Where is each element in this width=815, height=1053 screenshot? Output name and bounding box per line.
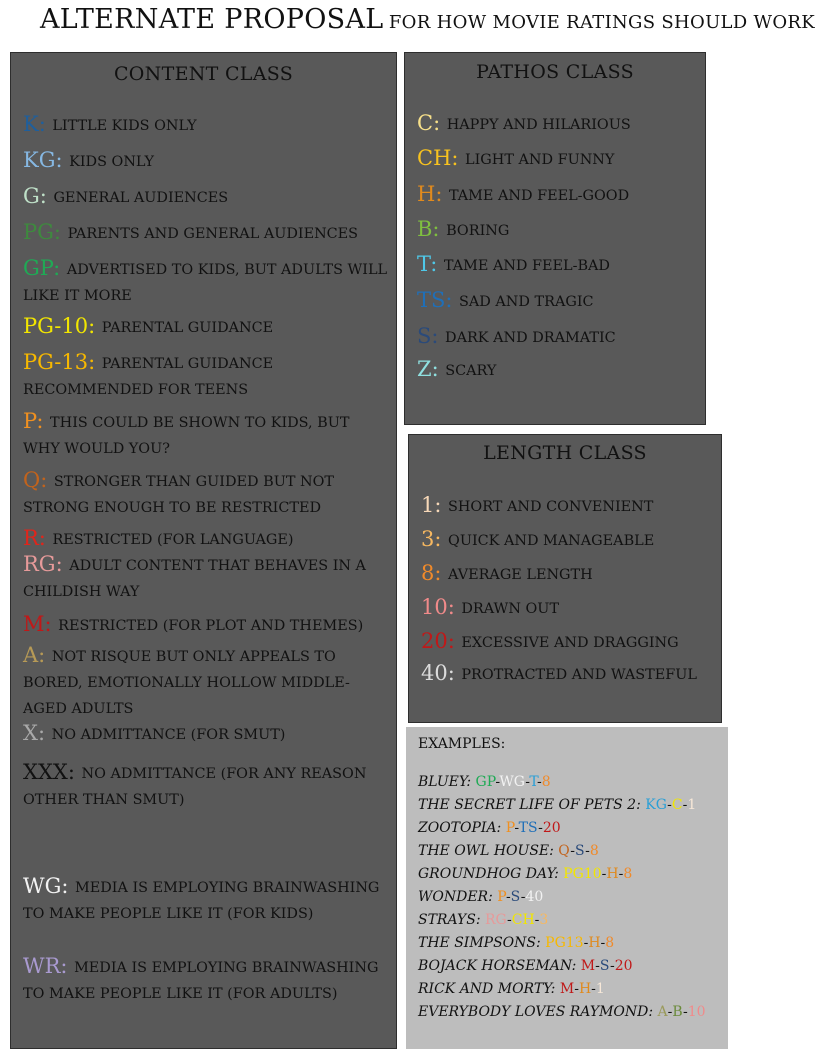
content-class-item bbox=[23, 255, 388, 309]
example-rating-part: - bbox=[534, 912, 540, 928]
example-row bbox=[418, 935, 614, 951]
content-class-code: K: bbox=[23, 112, 46, 136]
example-rating-part: A bbox=[657, 1004, 668, 1020]
content-class-item bbox=[23, 408, 388, 462]
pathos-class-heading: PATHOS CLASS bbox=[476, 61, 634, 83]
content-class-item bbox=[23, 219, 388, 247]
example-rating-part: GP bbox=[475, 774, 496, 790]
pathos-class-code: TS: bbox=[417, 288, 453, 312]
example-row bbox=[418, 958, 633, 974]
example-rating-part: - bbox=[538, 820, 543, 836]
content-class-item bbox=[23, 551, 388, 605]
example-row bbox=[418, 981, 605, 997]
content-class-code: A: bbox=[23, 643, 46, 667]
length-class-code: 3: bbox=[421, 527, 442, 551]
length-class-description: PROTRACTED AND WASTEFUL bbox=[461, 667, 697, 683]
content-class-code: RG: bbox=[23, 552, 63, 576]
content-class-description: RESTRICTED (FOR PLOT AND THEMES) bbox=[58, 618, 364, 634]
example-title: THE SECRET LIFE OF PETS 2: bbox=[418, 797, 646, 813]
content-class-code: R: bbox=[23, 526, 46, 550]
content-class-code: XXX: bbox=[23, 760, 75, 784]
example-title: WONDER: bbox=[418, 889, 498, 905]
example-rating-part: WG bbox=[499, 774, 526, 790]
length-class-item bbox=[421, 560, 713, 588]
pathos-class-description: LIGHT AND FUNNY bbox=[465, 152, 615, 168]
example-rating-part: H bbox=[588, 935, 601, 951]
example-title: STRAYS: bbox=[418, 912, 486, 928]
pathos-class-item bbox=[417, 287, 697, 315]
example-rating-part: - bbox=[595, 958, 600, 974]
example-rating-part: M bbox=[580, 958, 596, 974]
pathos-class-description: TAME AND FEEL-GOOD bbox=[448, 188, 630, 204]
content-class-item bbox=[23, 720, 388, 748]
pathos-class-code: T: bbox=[417, 252, 438, 276]
content-class-description: NO ADMITTANCE (FOR SMUT) bbox=[51, 727, 286, 743]
example-rating-part: - bbox=[667, 1004, 673, 1020]
length-class-description: DRAWN OUT bbox=[461, 601, 560, 617]
pathos-class-code: H: bbox=[417, 182, 443, 206]
example-rating-part: - bbox=[525, 774, 530, 790]
example-rating-part: - bbox=[570, 843, 576, 859]
example-rating-part: 8 bbox=[541, 774, 551, 790]
length-class-description: QUICK AND MANAGEABLE bbox=[448, 533, 655, 549]
example-rating-part: - bbox=[601, 866, 607, 882]
length-class-description: EXCESSIVE AND DRAGGING bbox=[461, 635, 679, 651]
example-rating-part: M bbox=[559, 981, 575, 997]
content-class-code: WG: bbox=[23, 874, 69, 898]
pathos-class-item bbox=[417, 251, 697, 279]
content-class-item bbox=[23, 313, 388, 341]
example-rating-part: - bbox=[618, 866, 624, 882]
content-class-description: GENERAL AUDIENCES bbox=[53, 190, 229, 206]
content-class-description: PARENTAL GUIDANCE bbox=[101, 320, 274, 336]
content-class-code: G: bbox=[23, 184, 47, 208]
examples-heading: EXAMPLES: bbox=[418, 736, 506, 752]
content-class-item bbox=[23, 349, 388, 403]
example-rating-part: 1 bbox=[595, 981, 605, 997]
pathos-class-description: SAD AND TRAGIC bbox=[459, 294, 594, 310]
length-class-code: 10: bbox=[421, 595, 455, 619]
example-rating-part: 8 bbox=[605, 935, 615, 951]
length-class-code: 1: bbox=[421, 493, 442, 517]
content-class-description: THIS COULD BE SHOWN TO KIDS, BUT WHY WOULD YOU? bbox=[23, 415, 350, 457]
example-title: EVERYBODY LOVES RAYMOND: bbox=[418, 1004, 658, 1020]
example-rating-part: - bbox=[600, 935, 606, 951]
content-class-item bbox=[23, 873, 388, 927]
content-class-code: PG-13: bbox=[23, 350, 96, 374]
pathos-class-code: C: bbox=[417, 111, 441, 135]
example-row bbox=[418, 797, 696, 813]
pathos-class-code: S: bbox=[417, 324, 439, 348]
pathos-class-code: B: bbox=[417, 217, 440, 241]
content-class-code: PG: bbox=[23, 220, 61, 244]
content-class-description: LITTLE KIDS ONLY bbox=[52, 118, 197, 134]
example-title: ZOOTOPIA: bbox=[418, 820, 506, 836]
title-sub: FOR HOW MOVIE RATINGS SHOULD WORK bbox=[388, 12, 815, 33]
example-rating-part: 20 bbox=[542, 820, 561, 836]
page-title bbox=[40, 4, 815, 35]
example-row bbox=[418, 1004, 706, 1020]
example-rating-part: PG13 bbox=[545, 935, 584, 951]
pathos-class-description: DARK AND DRAMATIC bbox=[445, 330, 616, 346]
content-class-description: KIDS ONLY bbox=[69, 154, 155, 170]
content-class-item bbox=[23, 611, 388, 639]
content-class-code: GP: bbox=[23, 256, 61, 280]
content-class-description: ADULT CONTENT THAT BEHAVES IN A CHILDISH WAY bbox=[23, 558, 366, 600]
example-rating-part: B bbox=[672, 1004, 683, 1020]
pathos-class-code: CH: bbox=[417, 146, 459, 170]
example-row bbox=[418, 889, 543, 905]
length-class-panel bbox=[408, 434, 722, 723]
content-class-heading: CONTENT CLASS bbox=[113, 63, 294, 85]
content-class-description: ADVERTISED TO KIDS, BUT ADULTS WILL LIKE IT MORE bbox=[23, 262, 388, 304]
example-rating-part: 1 bbox=[687, 797, 697, 813]
example-rating-part: 40 bbox=[525, 889, 544, 905]
content-class-code: WR: bbox=[23, 954, 68, 978]
example-rating-part: PG10 bbox=[563, 866, 602, 882]
example-rating-part: C bbox=[671, 797, 683, 813]
content-class-code: M: bbox=[23, 612, 52, 636]
example-rating-part: S bbox=[510, 889, 521, 905]
example-row bbox=[418, 843, 599, 859]
pathos-class-code: Z: bbox=[417, 357, 439, 381]
pathos-class-description: BORING bbox=[446, 223, 510, 239]
pathos-class-item bbox=[417, 356, 697, 384]
example-row bbox=[418, 774, 551, 790]
example-rating-part: P bbox=[497, 889, 506, 905]
example-rating-part: - bbox=[574, 981, 579, 997]
content-class-item bbox=[23, 467, 388, 521]
example-rating-part: 8 bbox=[589, 843, 599, 859]
pathos-class-item bbox=[417, 110, 697, 138]
content-class-code: KG: bbox=[23, 148, 63, 172]
example-title: BOJACK HORSEMAN: bbox=[418, 958, 581, 974]
example-rating-part: 10 bbox=[687, 1004, 706, 1020]
content-class-item bbox=[23, 642, 388, 722]
example-rating-part: - bbox=[514, 820, 519, 836]
length-class-item bbox=[421, 660, 713, 688]
example-title: THE SIMPSONS: bbox=[418, 935, 546, 951]
example-rating-part: S bbox=[599, 958, 610, 974]
example-rating-part: - bbox=[507, 912, 512, 928]
example-rating-part: RG bbox=[485, 912, 507, 928]
example-rating-part: Q bbox=[558, 843, 571, 859]
content-class-description: MEDIA IS EMPLOYING BRAINWASHING TO MAKE PEOPLE LIKE IT (FOR ADULTS) bbox=[23, 960, 379, 1002]
example-title: BLUEY: bbox=[418, 774, 476, 790]
example-rating-part: TS bbox=[518, 820, 539, 836]
content-class-item bbox=[23, 147, 388, 175]
example-rating-part: P bbox=[505, 820, 515, 836]
content-class-code: PG-10: bbox=[23, 314, 96, 338]
example-rating-part: - bbox=[591, 981, 596, 997]
example-rating-part: H bbox=[606, 866, 619, 882]
example-rating-part: - bbox=[667, 797, 672, 813]
example-row bbox=[418, 912, 548, 928]
length-class-heading: LENGTH CLASS bbox=[483, 442, 647, 464]
length-class-item bbox=[421, 628, 713, 656]
length-class-code: 40: bbox=[421, 661, 455, 685]
example-rating-part: - bbox=[505, 889, 511, 905]
example-title: THE OWL HOUSE: bbox=[418, 843, 559, 859]
example-rating-part: S bbox=[575, 843, 586, 859]
length-class-code: 20: bbox=[421, 629, 455, 653]
length-class-item bbox=[421, 594, 713, 622]
example-rating-part: CH bbox=[511, 912, 535, 928]
pathos-class-description: TAME AND FEEL-BAD bbox=[443, 258, 610, 274]
examples-panel bbox=[406, 727, 728, 1049]
content-class-description: STRONGER THAN GUIDED BUT NOT STRONG ENOUGH TO BE RESTRICTED bbox=[23, 474, 335, 516]
length-class-description: SHORT AND CONVENIENT bbox=[448, 499, 654, 515]
length-class-code: 8: bbox=[421, 561, 442, 585]
example-row bbox=[418, 820, 561, 836]
pathos-class-item bbox=[417, 216, 697, 244]
example-rating-part: - bbox=[609, 958, 615, 974]
example-rating-part: - bbox=[682, 797, 688, 813]
content-class-description: PARENTS AND GENERAL AUDIENCES bbox=[67, 226, 359, 242]
example-title: RICK AND MORTY: bbox=[418, 981, 560, 997]
pathos-class-item bbox=[417, 181, 697, 209]
example-rating-part: 8 bbox=[623, 866, 633, 882]
example-rating-part: - bbox=[585, 843, 590, 859]
content-class-description: NO ADMITTANCE (FOR ANY REASON OTHER THAN SMUT) bbox=[23, 766, 367, 808]
content-class-item bbox=[23, 759, 388, 813]
example-title: GROUNDHOG DAY: bbox=[418, 866, 564, 882]
content-class-panel bbox=[10, 52, 397, 1049]
content-class-item bbox=[23, 953, 388, 1007]
example-rating-part: H bbox=[578, 981, 592, 997]
length-class-description: AVERAGE LENGTH bbox=[448, 567, 593, 583]
content-class-item bbox=[23, 183, 388, 211]
content-class-item bbox=[23, 111, 388, 139]
content-class-item bbox=[23, 525, 388, 553]
content-class-description: NOT RISQUE BUT ONLY APPEALS TO BORED, EMOTIONALLY HOLLOW MIDDLE-AGED ADULTS bbox=[23, 649, 350, 717]
pathos-class-item bbox=[417, 323, 697, 351]
example-rating-part: - bbox=[520, 889, 526, 905]
pathos-class-description: HAPPY AND HILARIOUS bbox=[446, 117, 631, 133]
pathos-class-panel bbox=[404, 52, 706, 425]
example-rating-part: KG bbox=[645, 797, 668, 813]
length-class-item bbox=[421, 526, 713, 554]
example-rating-part: T bbox=[529, 774, 537, 790]
title-main: ALTERNATE PROPOSAL bbox=[40, 4, 384, 35]
content-class-description: PARENTAL GUIDANCE RECOMMENDED FOR TEENS bbox=[23, 356, 274, 398]
example-rating-part: - bbox=[495, 774, 500, 790]
example-rating-part: 3 bbox=[539, 912, 549, 928]
example-rating-part: - bbox=[536, 774, 542, 790]
pathos-class-description: SCARY bbox=[445, 363, 497, 379]
pathos-class-item bbox=[417, 145, 697, 173]
content-class-code: Q: bbox=[23, 468, 48, 492]
example-rating-part: - bbox=[583, 935, 589, 951]
example-row bbox=[418, 866, 632, 882]
content-class-code: X: bbox=[23, 721, 46, 745]
example-rating-part: - bbox=[682, 1004, 688, 1020]
content-class-description: MEDIA IS EMPLOYING BRAINWASHING TO MAKE PEOPLE LIKE IT (FOR KIDS) bbox=[23, 880, 380, 922]
content-class-description: RESTRICTED (FOR LANGUAGE) bbox=[52, 532, 294, 548]
content-class-code: P: bbox=[23, 409, 44, 433]
length-class-item bbox=[421, 492, 713, 520]
example-rating-part: 20 bbox=[614, 958, 633, 974]
